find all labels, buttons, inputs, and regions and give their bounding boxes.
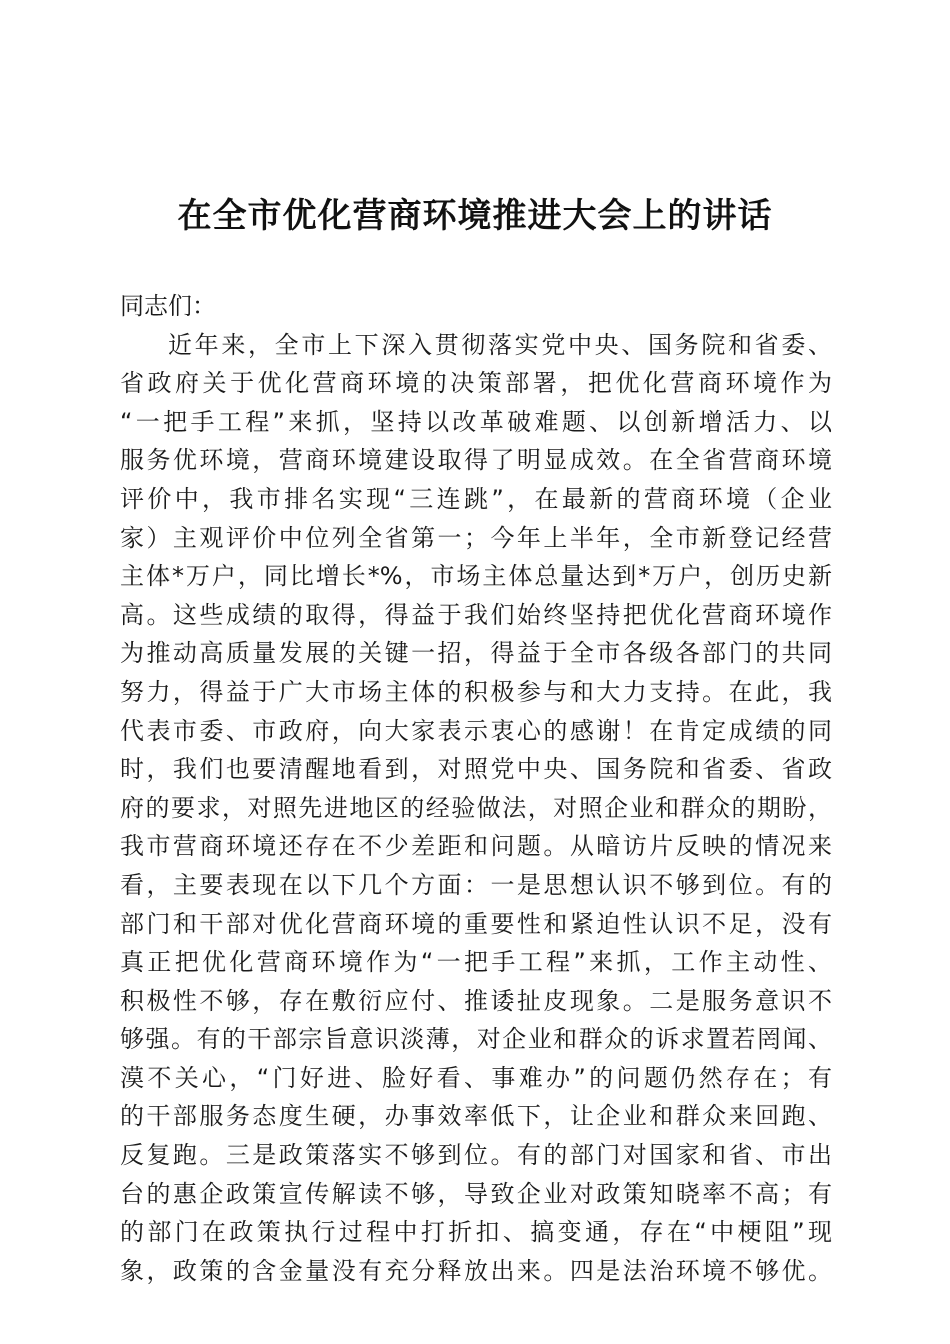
paragraph-line: 我市营商环境还存在不少差距和问题。从暗访片反映的情况来 bbox=[120, 832, 832, 861]
paragraph-line: 的干部服务态度生硬，办事效率低下，让企业和群众来回跑、 bbox=[120, 1102, 832, 1131]
paragraph-line: 高。这些成绩的取得，得益于我们始终坚持把优化营商环境作 bbox=[120, 600, 832, 629]
paragraph-line: “一把手工程”来抓，坚持以改革破难题、以创新增活力、以 bbox=[120, 407, 832, 436]
paragraph-line: 府的要求，对照先进地区的经验做法，对照企业和群众的期盼， bbox=[120, 793, 832, 822]
paragraph-line: 服务优环境，营商环境建设取得了明显成效。在全省营商环境 bbox=[120, 446, 832, 475]
paragraph-line: 代表市委、市政府，向大家表示衷心的感谢！在肯定成绩的同 bbox=[120, 716, 832, 745]
paragraph-line: 省政府关于优化营商环境的决策部署，把优化营商环境作为 bbox=[120, 369, 832, 398]
document-body bbox=[120, 287, 832, 1290]
paragraph-line: 漠不关心，“门好进、脸好看、事难办”的问题仍然存在；有 bbox=[120, 1063, 832, 1092]
paragraph-line: 主体*万户，同比增长*%，市场主体总量达到*万户，创历史新 bbox=[120, 562, 832, 591]
paragraph-line: 近年来，全市上下深入贯彻落实党中央、国务院和省委、 bbox=[168, 330, 832, 359]
paragraph-line: 评价中，我市排名实现“三连跳”，在最新的营商环境（企业 bbox=[120, 484, 832, 513]
document-title: 在全市优化营商环境推进大会上的讲话 bbox=[177, 196, 773, 236]
paragraph-line: 家）主观评价中位列全省第一；今年上半年，全市新登记经营 bbox=[120, 523, 832, 552]
paragraph-line: 努力，得益于广大市场主体的积极参与和大力支持。在此，我 bbox=[120, 677, 832, 706]
paragraph-line: 部门和干部对优化营商环境的重要性和紧迫性认识不足，没有 bbox=[120, 909, 832, 938]
paragraph-line: 看，主要表现在以下几个方面：一是思想认识不够到位。有的 bbox=[120, 870, 832, 899]
paragraph-line: 积极性不够，存在敷衍应付、推诿扯皮现象。二是服务意识不 bbox=[120, 986, 832, 1015]
paragraph-line: 象，政策的含金量没有充分释放出来。四是法治环境不够优。 bbox=[120, 1256, 832, 1285]
paragraph-line: 时，我们也要清醒地看到，对照党中央、国务院和省委、省政 bbox=[120, 755, 832, 784]
paragraph-line: 台的惠企政策宣传解读不够，导致企业对政策知晓率不高；有 bbox=[120, 1179, 832, 1208]
salutation: 同志们： bbox=[120, 292, 216, 320]
paragraph-line: 为推动高质量发展的关键一招，得益于全市各级各部门的共同 bbox=[120, 639, 832, 668]
paragraph-line: 够强。有的干部宗旨意识淡薄，对企业和群众的诉求置若罔闻、 bbox=[120, 1025, 832, 1054]
paragraph-line: 真正把优化营商环境作为“一把手工程”来抓，工作主动性、 bbox=[120, 948, 832, 977]
paragraph-line: 反复跑。三是政策落实不够到位。有的部门对国家和省、市出 bbox=[120, 1141, 832, 1170]
paragraph-line: 的部门在政策执行过程中打折扣、搞变通，存在“中梗阻”现 bbox=[120, 1218, 832, 1247]
